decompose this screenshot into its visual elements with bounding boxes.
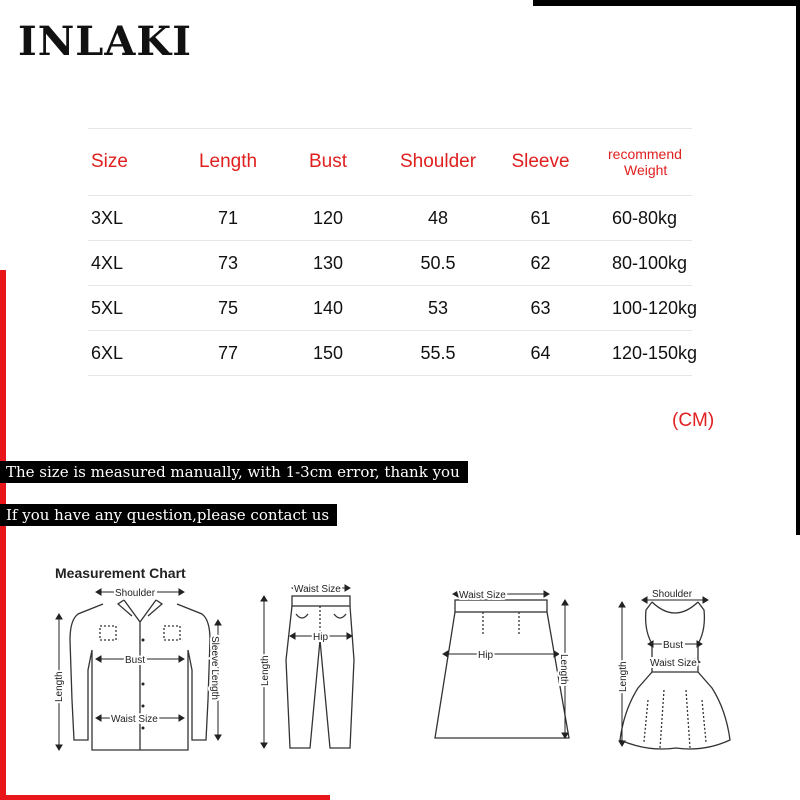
- cell-sleeve: 63: [530, 297, 551, 318]
- table-row: [88, 285, 698, 330]
- dress-shoulder-label: Shoulder: [652, 589, 693, 600]
- cell-size: 3XL: [91, 207, 124, 228]
- skirt-hip-label: Hip: [478, 650, 494, 661]
- dress-outline-icon: [620, 602, 730, 749]
- shirt-waist-label: Waist Size: [111, 714, 158, 725]
- cell-bust: 120: [312, 207, 344, 228]
- cell-sleeve: 61: [530, 207, 551, 228]
- cell-length: 75: [217, 297, 239, 318]
- shirt-bust-label: Bust: [125, 655, 146, 666]
- left-red-border: [0, 270, 6, 800]
- top-right-border: [533, 0, 800, 6]
- contact-note: If you have any question,please contact us: [0, 504, 337, 526]
- cell-size: 5XL: [91, 297, 124, 318]
- cell-size: 4XL: [91, 252, 124, 273]
- cell-length: 77: [217, 342, 239, 363]
- shirt-length-label: Length: [54, 671, 65, 702]
- skirt-outline-icon: [435, 600, 569, 738]
- cell-weight: 80-100kg: [612, 252, 688, 273]
- unit-label: (CM): [672, 410, 715, 431]
- cell-shoulder: 55.5: [420, 342, 456, 363]
- cell-weight: 120-150kg: [612, 342, 698, 363]
- cell-bust: 140: [312, 297, 344, 318]
- header-weight-line1: recommend: [608, 146, 682, 162]
- dress-length-label: Length: [618, 661, 629, 692]
- size-table: [88, 128, 698, 376]
- cell-length: 71: [217, 207, 239, 228]
- shirt-shoulder-label: Shoulder: [115, 588, 156, 599]
- measurement-note: The size is measured manually, with 1-3cm error, thank you: [0, 461, 468, 483]
- size-table-header: [88, 128, 692, 195]
- header-sleeve: Sleeve: [511, 151, 570, 172]
- brand-logo: INLAKI: [18, 18, 192, 65]
- cell-shoulder: 50.5: [420, 252, 456, 273]
- cell-shoulder: 48: [427, 207, 449, 228]
- dress-bust-label: Bust: [663, 640, 684, 651]
- pants-length-label: Length: [260, 655, 271, 686]
- table-row: [88, 330, 698, 376]
- bottom-red-border: [0, 795, 330, 800]
- pants-hip-label: Hip: [313, 632, 329, 643]
- header-length: Length: [198, 151, 258, 172]
- right-border: [796, 0, 800, 535]
- shirt-outline-icon: [70, 600, 210, 750]
- shirt-diagram: [48, 580, 230, 758]
- header-shoulder: Shoulder: [399, 151, 477, 172]
- cell-weight: 100-120kg: [612, 297, 698, 318]
- header-bust: Bust: [308, 151, 348, 172]
- pants-diagram: [250, 580, 365, 758]
- dress-waist-label: Waist Size: [650, 658, 697, 669]
- measurement-chart-title: Measurement Chart: [55, 565, 186, 581]
- cell-sleeve: 64: [530, 342, 551, 363]
- cell-shoulder: 53: [427, 297, 449, 318]
- header-weight: [598, 129, 718, 195]
- dress-diagram: [608, 580, 743, 758]
- cell-length: 73: [217, 252, 239, 273]
- skirt-waist-label: Waist Size: [459, 590, 506, 601]
- table-row: [88, 195, 692, 240]
- header-size: Size: [91, 151, 128, 172]
- header-weight-line2: Weight: [624, 162, 668, 178]
- cell-bust: 130: [312, 252, 344, 273]
- cell-size: 6XL: [91, 342, 124, 363]
- table-row: [88, 240, 692, 285]
- skirt-length-label: Length: [558, 654, 569, 685]
- pants-waist-label: Waist Size: [294, 584, 341, 595]
- pants-outline-icon: [286, 596, 354, 748]
- skirt-diagram: [425, 580, 575, 758]
- shirt-sleeve-label: Sleeve Length: [209, 636, 220, 700]
- cell-weight: 60-80kg: [612, 207, 678, 228]
- cell-sleeve: 62: [530, 252, 551, 273]
- cell-bust: 150: [312, 342, 344, 363]
